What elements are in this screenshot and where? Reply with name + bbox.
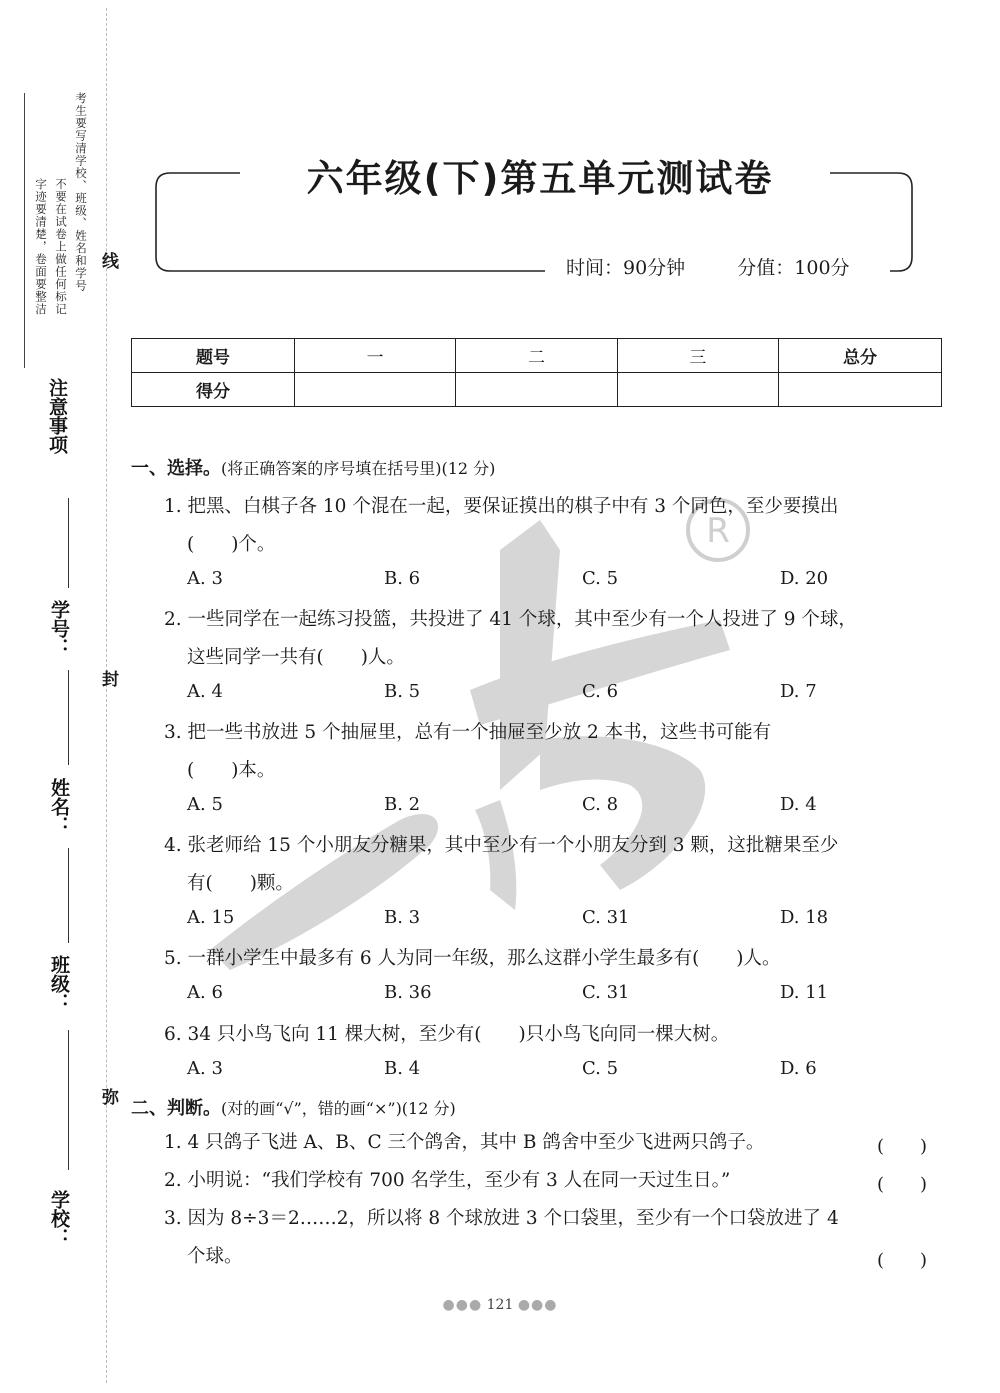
answer-option[interactable]: D. 4 bbox=[780, 794, 817, 815]
notice-line-2: 不要在试卷上做任何标记 bbox=[54, 178, 68, 316]
answer-option[interactable]: D. 18 bbox=[780, 907, 829, 928]
table-cell: 总分 bbox=[779, 339, 942, 373]
score-table bbox=[131, 338, 942, 407]
exam-time: 时间：90分钟 bbox=[566, 257, 686, 279]
notice-line-3: 字迹要清楚，卷面要整洁 bbox=[34, 178, 48, 316]
table-cell: 一 bbox=[295, 339, 456, 373]
class-line bbox=[68, 848, 69, 943]
question-text: 2. 一些同学在一起练习投篮，共投进了 41 个球，其中至少有一个人投进了 9 个球， bbox=[164, 609, 857, 630]
binding-margin-line bbox=[106, 8, 107, 1383]
exam-meta bbox=[560, 253, 856, 280]
notice-line-1: 考生要写清学校、班级、姓名和学号 bbox=[74, 92, 88, 292]
cut-label-line: 线 bbox=[98, 252, 118, 269]
option-row bbox=[187, 982, 947, 1012]
answer-option[interactable]: C. 8 bbox=[582, 794, 619, 815]
score-input-cell[interactable] bbox=[295, 373, 456, 407]
cut-label-mi: 弥 bbox=[98, 1088, 118, 1105]
judgement-text: 3. 因为 8÷3＝2……2，所以将 8 个球放进 3 个口袋里，至少有一个口袋放进了 4 bbox=[164, 1208, 839, 1229]
question-text: 3. 把一些书放进 5 个抽屉里，总有一个抽屉至少放 2 本书，这些书可能有 bbox=[164, 722, 772, 743]
answer-blank[interactable]: ( ) bbox=[877, 1136, 928, 1157]
answer-option[interactable]: A. 6 bbox=[187, 982, 223, 1003]
page-footer: ●●● 121 ●●● bbox=[442, 1297, 558, 1313]
table-cell: 得分 bbox=[132, 373, 295, 407]
score-input-cell[interactable] bbox=[779, 373, 942, 407]
answer-option[interactable]: D. 20 bbox=[780, 568, 829, 589]
score-input-cell[interactable] bbox=[617, 373, 778, 407]
question-text-continued: 这些同学一共有( )人。 bbox=[187, 647, 405, 668]
school-label: 学校： bbox=[48, 1190, 70, 1247]
option-row bbox=[187, 681, 947, 711]
name-label: 姓名： bbox=[48, 778, 70, 835]
exam-score: 分值：100分 bbox=[737, 257, 850, 279]
section-1-heading bbox=[131, 454, 495, 480]
question-text: 6. 34 只小鸟飞向 11 棵大树，至少有( )只小鸟飞向同一棵大树。 bbox=[164, 1024, 730, 1045]
question-text-continued: ( )本。 bbox=[187, 760, 276, 781]
table-row bbox=[132, 339, 942, 373]
page-title: 六年级(下)第五单元测试卷 bbox=[150, 148, 930, 202]
notice-border bbox=[24, 93, 25, 368]
score-input-cell[interactable] bbox=[456, 373, 617, 407]
answer-option[interactable]: B. 5 bbox=[384, 681, 421, 702]
judgement-text-continued: 个球。 bbox=[187, 1246, 243, 1267]
option-row bbox=[187, 907, 947, 937]
student-id-label: 学号： bbox=[48, 600, 70, 657]
answer-option[interactable]: B. 2 bbox=[384, 794, 421, 815]
table-cell: 三 bbox=[617, 339, 778, 373]
answer-option[interactable]: D. 6 bbox=[780, 1058, 817, 1079]
answer-option[interactable]: A. 15 bbox=[187, 907, 235, 928]
answer-option[interactable]: A. 3 bbox=[187, 1058, 223, 1079]
name-line bbox=[68, 670, 69, 765]
answer-option[interactable]: B. 4 bbox=[384, 1058, 421, 1079]
section-2-note: (对的画“√”，错的画“×”)(12 分) bbox=[221, 1099, 456, 1118]
answer-option[interactable]: B. 3 bbox=[384, 907, 421, 928]
answer-option[interactable]: D. 7 bbox=[780, 681, 817, 702]
answer-option[interactable]: A. 3 bbox=[187, 568, 223, 589]
answer-option[interactable]: C. 5 bbox=[582, 1058, 619, 1079]
answer-option[interactable]: B. 6 bbox=[384, 568, 421, 589]
answer-option[interactable]: C. 6 bbox=[582, 681, 619, 702]
notice-title: 注意事项 bbox=[46, 378, 68, 454]
answer-blank[interactable]: ( ) bbox=[877, 1174, 928, 1195]
question-text: 4. 张老师给 15 个小朋友分糖果，其中至少有一个小朋友分到 3 颗，这批糖果至少 bbox=[164, 835, 839, 856]
option-row bbox=[187, 794, 947, 824]
judgement-text: 1. 4 只鸽子飞进 A、B、C 三个鸽舍，其中 B 鸽舍中至少飞进两只鸽子。 bbox=[164, 1132, 765, 1153]
answer-option[interactable]: C. 31 bbox=[582, 982, 630, 1003]
question-text-continued: 有( )颗。 bbox=[187, 873, 294, 894]
table-cell: 题号 bbox=[132, 339, 295, 373]
registered-mark-letter: R bbox=[706, 511, 730, 551]
page-number: 121 bbox=[486, 1297, 514, 1313]
section-2-title: 二、判断。 bbox=[131, 1098, 221, 1119]
school-line bbox=[68, 1030, 69, 1170]
section-2-heading bbox=[131, 1094, 456, 1120]
answer-option[interactable]: A. 4 bbox=[187, 681, 223, 702]
question-text: 1. 把黑、白棋子各 10 个混在一起，要保证摸出的棋子中有 3 个同色，至少要摸出 bbox=[164, 496, 839, 517]
answer-option[interactable]: A. 5 bbox=[187, 794, 223, 815]
class-label: 班级： bbox=[48, 955, 70, 1012]
table-row bbox=[132, 373, 942, 407]
judgement-text: 2. 小明说：“我们学校有 700 名学生，至少有 3 人在同一天过生日。” bbox=[164, 1170, 731, 1191]
answer-blank[interactable]: ( ) bbox=[877, 1250, 928, 1271]
option-row bbox=[187, 568, 947, 598]
section-1-title: 一、选择。 bbox=[131, 458, 221, 479]
cut-label-seal: 封 bbox=[98, 670, 118, 687]
section-1-note: (将正确答案的序号填在括号里)(12 分) bbox=[221, 459, 496, 478]
student-id-line bbox=[68, 498, 69, 588]
answer-option[interactable]: B. 36 bbox=[384, 982, 432, 1003]
table-cell: 二 bbox=[456, 339, 617, 373]
option-row bbox=[187, 1058, 947, 1088]
question-text-continued: ( )个。 bbox=[187, 534, 276, 555]
question-text: 5. 一群小学生中最多有 6 人为同一年级，那么这群小学生最多有( )人。 bbox=[164, 948, 781, 969]
answer-option[interactable]: D. 11 bbox=[780, 982, 829, 1003]
answer-option[interactable]: C. 5 bbox=[582, 568, 619, 589]
answer-option[interactable]: C. 31 bbox=[582, 907, 630, 928]
